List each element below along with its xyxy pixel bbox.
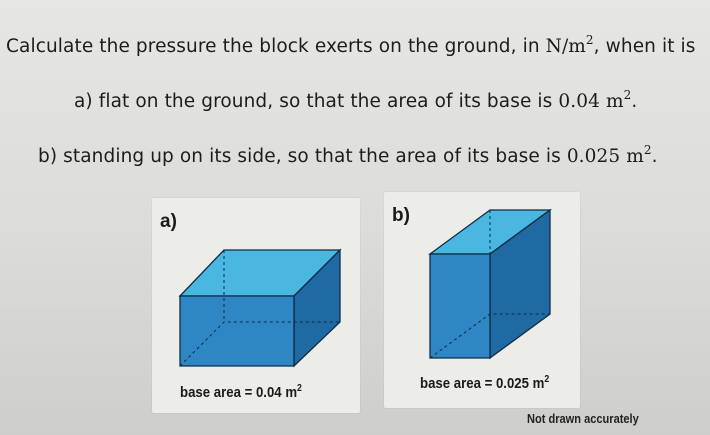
- part-b-line: [38, 143, 658, 167]
- part-a-area: 0.04 $m^2$: [558, 88, 632, 112]
- part-b-end: .: [651, 146, 658, 167]
- part-a-text: a) flat on the ground, so that the area of its base is: [74, 91, 559, 112]
- block-front-face: [180, 296, 294, 366]
- question-text: Calculate the pressure the block exerts on the ground, in: [6, 36, 546, 57]
- part-b-area: 0.025 $m^2$: [566, 143, 652, 167]
- figure-b-caption: base area = 0.025 $m^2$: [420, 374, 550, 392]
- flat-block-diagram: [152, 198, 360, 413]
- figure-a-label: a): [160, 211, 177, 232]
- pressure-unit: $N/m^2$: [545, 33, 594, 57]
- not-drawn-accurately-note: Not drawn accurately: [527, 411, 639, 426]
- part-a-end: .: [631, 91, 638, 112]
- part-b-text: b) standing up on its side, so that the area of its base is: [38, 146, 567, 167]
- figure-a-caption: base area = 0.04 $m^2$: [180, 383, 302, 401]
- block-front-face: [430, 254, 490, 358]
- question-line: [6, 33, 696, 57]
- figure-b-panel: [384, 192, 580, 408]
- part-a-line: [74, 88, 637, 112]
- figure-b-label: b): [392, 205, 410, 226]
- question-text-end: , when it is: [593, 36, 696, 57]
- figure-a-panel: [152, 198, 360, 413]
